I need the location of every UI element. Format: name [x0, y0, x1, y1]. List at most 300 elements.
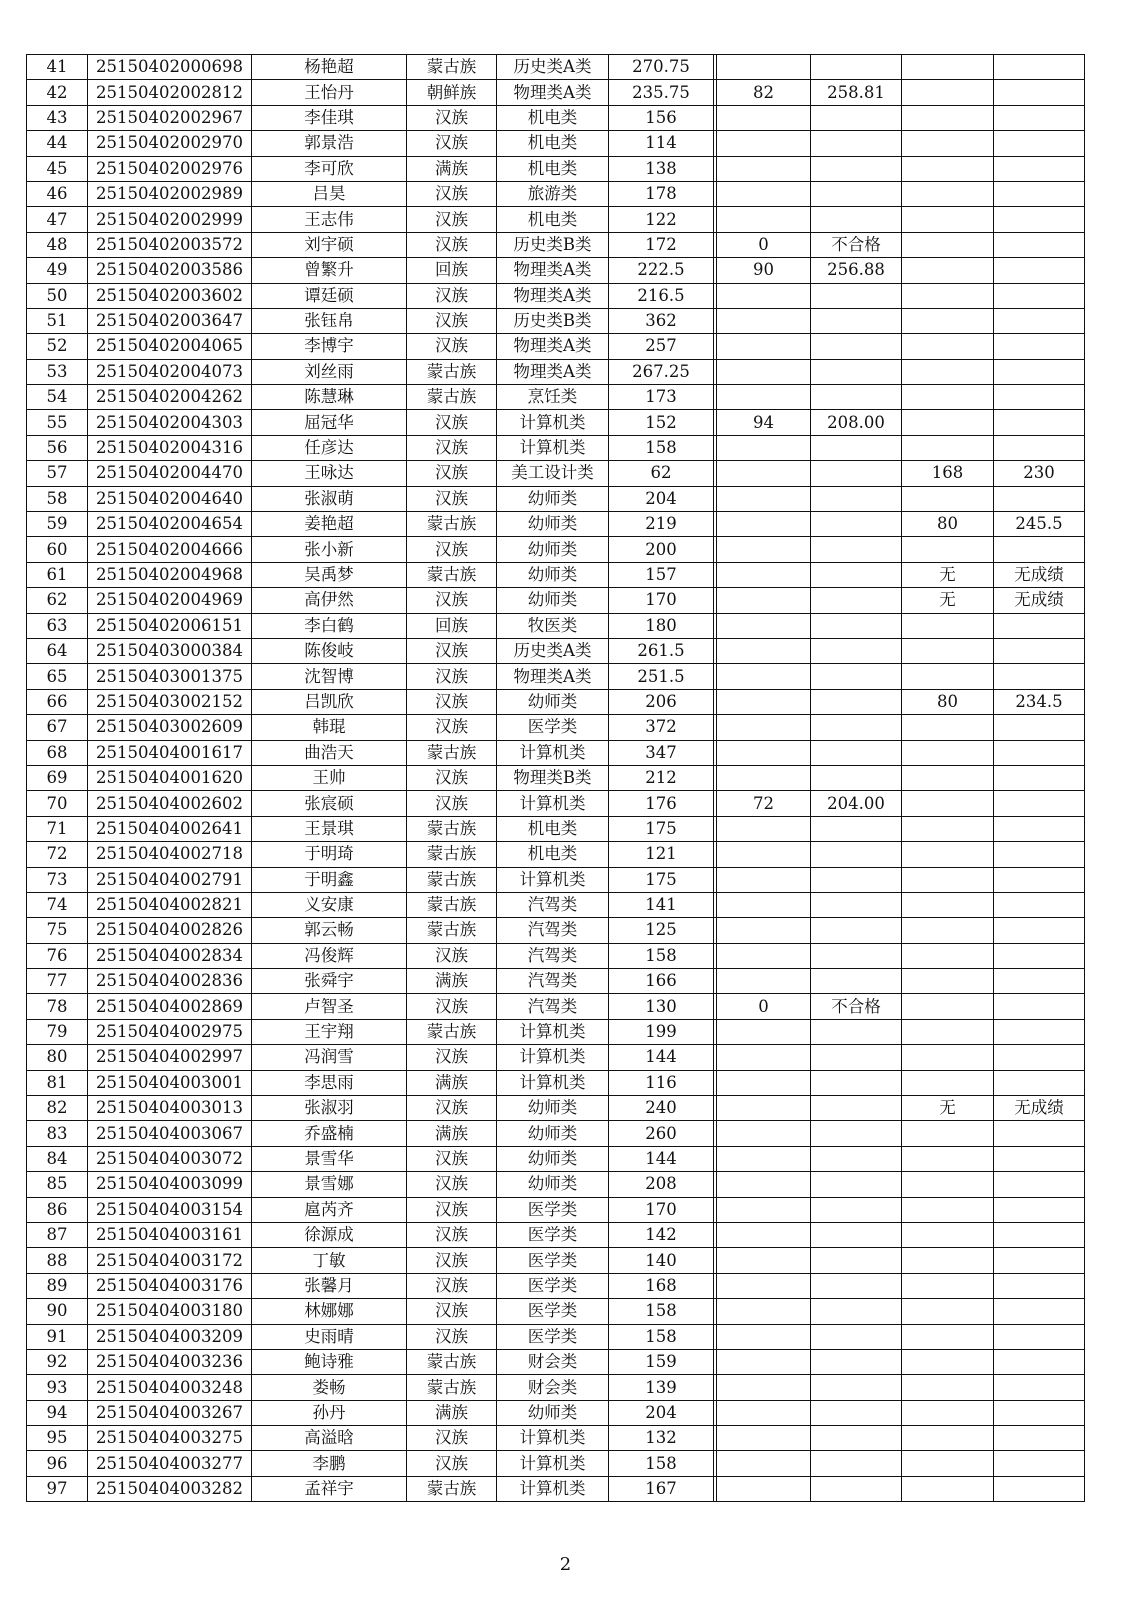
combined-score-cell: [994, 1451, 1085, 1476]
skill-score-cell: [717, 512, 811, 537]
student-name-cell: 郭云畅: [252, 918, 407, 943]
ethnicity-cell: 蒙古族: [407, 512, 497, 537]
row-index-cell: 83: [27, 1121, 88, 1146]
row-index-cell: 91: [27, 1324, 88, 1349]
ethnicity-cell: 汉族: [407, 105, 497, 130]
culture-score-cell: 144: [609, 1045, 714, 1070]
ethnicity-cell: 蒙古族: [407, 1019, 497, 1044]
ethnicity-cell: 汉族: [407, 1222, 497, 1247]
extra-score-cell: [902, 791, 994, 816]
row-index-cell: 84: [27, 1146, 88, 1171]
exam-category-cell: 幼师类: [497, 512, 609, 537]
ethnicity-cell: 蒙古族: [407, 1349, 497, 1374]
exam-category-cell: 物理类A类: [497, 334, 609, 359]
total-score-cell: [811, 512, 902, 537]
culture-score-cell: 219: [609, 512, 714, 537]
combined-score-cell: [994, 994, 1085, 1019]
student-name-cell: 于明鑫: [252, 867, 407, 892]
total-score-cell: [811, 1375, 902, 1400]
student-name-cell: 卢智圣: [252, 994, 407, 1019]
extra-score-cell: [902, 308, 994, 333]
culture-score-cell: 270.75: [609, 55, 714, 80]
exam-category-cell: 物理类A类: [497, 80, 609, 105]
exam-category-cell: 机电类: [497, 207, 609, 232]
ethnicity-cell: 汉族: [407, 181, 497, 206]
row-index-cell: 85: [27, 1172, 88, 1197]
total-score-cell: [811, 740, 902, 765]
combined-score-cell: [994, 1197, 1085, 1222]
total-score-cell: 不合格: [811, 994, 902, 1019]
skill-score-cell: [717, 816, 811, 841]
culture-score-cell: 176: [609, 791, 714, 816]
skill-score-cell: [717, 55, 811, 80]
exam-category-cell: 物理类B类: [497, 765, 609, 790]
total-score-cell: [811, 156, 902, 181]
total-score-cell: [811, 105, 902, 130]
culture-score-cell: 138: [609, 156, 714, 181]
student-name-cell: 王宇翔: [252, 1019, 407, 1044]
total-score-cell: [811, 385, 902, 410]
skill-score-cell: [717, 842, 811, 867]
ethnicity-cell: 满族: [407, 969, 497, 994]
exam-number-cell: 25150404003176: [88, 1273, 252, 1298]
extra-score-cell: [902, 765, 994, 790]
ethnicity-cell: 蒙古族: [407, 562, 497, 587]
table-row: [27, 486, 1085, 511]
extra-score-cell: [902, 131, 994, 156]
extra-score-cell: [902, 537, 994, 562]
table-row: [27, 715, 1085, 740]
exam-number-cell: 25150404003209: [88, 1324, 252, 1349]
ethnicity-cell: 蒙古族: [407, 55, 497, 80]
exam-number-cell: 25150402004968: [88, 562, 252, 587]
exam-category-cell: 计算机类: [497, 1045, 609, 1070]
total-score-cell: [811, 1172, 902, 1197]
skill-score-cell: [717, 385, 811, 410]
exam-number-cell: 25150402004470: [88, 461, 252, 486]
culture-score-cell: 156: [609, 105, 714, 130]
total-score-cell: [811, 1400, 902, 1425]
exam-number-cell: 25150404001617: [88, 740, 252, 765]
ethnicity-cell: 满族: [407, 1400, 497, 1425]
exam-number-cell: 25150404002826: [88, 918, 252, 943]
skill-score-cell: 0: [717, 994, 811, 1019]
row-index-cell: 69: [27, 765, 88, 790]
skill-score-cell: [717, 461, 811, 486]
table-row: [27, 1172, 1085, 1197]
student-name-cell: 曲浩天: [252, 740, 407, 765]
skill-score-cell: [717, 918, 811, 943]
skill-score-cell: [717, 1019, 811, 1044]
extra-score-cell: [902, 1476, 994, 1501]
skill-score-cell: [717, 562, 811, 587]
combined-score-cell: [994, 1172, 1085, 1197]
student-name-cell: 郭景浩: [252, 131, 407, 156]
skill-score-cell: [717, 740, 811, 765]
student-name-cell: 冯俊辉: [252, 943, 407, 968]
ethnicity-cell: 汉族: [407, 1324, 497, 1349]
combined-score-cell: [994, 435, 1085, 460]
student-name-cell: 丁敏: [252, 1248, 407, 1273]
extra-score-cell: 80: [902, 512, 994, 537]
ethnicity-cell: 汉族: [407, 283, 497, 308]
ethnicity-cell: 汉族: [407, 943, 497, 968]
combined-score-cell: [994, 1375, 1085, 1400]
skill-score-cell: [717, 892, 811, 917]
skill-score-cell: [717, 334, 811, 359]
student-name-cell: 李鹏: [252, 1451, 407, 1476]
combined-score-cell: [994, 359, 1085, 384]
extra-score-cell: [902, 1375, 994, 1400]
exam-number-cell: 25150402003602: [88, 283, 252, 308]
ethnicity-cell: 汉族: [407, 308, 497, 333]
student-name-cell: 沈智博: [252, 664, 407, 689]
row-index-cell: 62: [27, 588, 88, 613]
ethnicity-cell: 朝鲜族: [407, 80, 497, 105]
table-row: [27, 969, 1085, 994]
combined-score-cell: [994, 867, 1085, 892]
combined-score-cell: [994, 842, 1085, 867]
table-row: [27, 359, 1085, 384]
extra-score-cell: [902, 969, 994, 994]
table-row: [27, 1146, 1085, 1171]
table-row: [27, 283, 1085, 308]
student-name-cell: 张淑羽: [252, 1096, 407, 1121]
exam-category-cell: 计算机类: [497, 867, 609, 892]
exam-number-cell: 25150402003572: [88, 232, 252, 257]
total-score-cell: [811, 1197, 902, 1222]
culture-score-cell: 141: [609, 892, 714, 917]
skill-score-cell: [717, 588, 811, 613]
student-name-cell: 李白鹤: [252, 613, 407, 638]
extra-score-cell: [902, 1349, 994, 1374]
table-row: [27, 1121, 1085, 1146]
skill-score-cell: [717, 1096, 811, 1121]
exam-category-cell: 物理类A类: [497, 258, 609, 283]
row-index-cell: 82: [27, 1096, 88, 1121]
row-index-cell: 50: [27, 283, 88, 308]
total-score-cell: [811, 131, 902, 156]
total-score-cell: [811, 689, 902, 714]
skill-score-cell: [717, 1451, 811, 1476]
combined-score-cell: [994, 1273, 1085, 1298]
culture-score-cell: 140: [609, 1248, 714, 1273]
exam-number-cell: 25150404002791: [88, 867, 252, 892]
combined-score-cell: [994, 943, 1085, 968]
ethnicity-cell: 汉族: [407, 715, 497, 740]
exam-number-cell: 25150402004065: [88, 334, 252, 359]
extra-score-cell: [902, 486, 994, 511]
student-name-cell: 娄畅: [252, 1375, 407, 1400]
total-score-cell: [811, 969, 902, 994]
skill-score-cell: [717, 1426, 811, 1451]
table-row: [27, 1197, 1085, 1222]
total-score-cell: [811, 334, 902, 359]
combined-score-cell: [994, 410, 1085, 435]
exam-category-cell: 幼师类: [497, 486, 609, 511]
combined-score-cell: 无成绩: [994, 562, 1085, 587]
exam-category-cell: 医学类: [497, 1273, 609, 1298]
exam-number-cell: 25150404003161: [88, 1222, 252, 1247]
exam-category-cell: 计算机类: [497, 740, 609, 765]
exam-number-cell: 25150402003647: [88, 308, 252, 333]
combined-score-cell: [994, 918, 1085, 943]
ethnicity-cell: 蒙古族: [407, 1476, 497, 1501]
row-index-cell: 43: [27, 105, 88, 130]
exam-category-cell: 物理类A类: [497, 359, 609, 384]
exam-number-cell: 25150404003180: [88, 1299, 252, 1324]
row-index-cell: 77: [27, 969, 88, 994]
row-index-cell: 92: [27, 1349, 88, 1374]
student-name-cell: 吕凯欣: [252, 689, 407, 714]
skill-score-cell: [717, 765, 811, 790]
extra-score-cell: [902, 334, 994, 359]
row-index-cell: 59: [27, 512, 88, 537]
skill-score-cell: [717, 1349, 811, 1374]
ethnicity-cell: 蒙古族: [407, 842, 497, 867]
combined-score-cell: [994, 715, 1085, 740]
ethnicity-cell: 汉族: [407, 1248, 497, 1273]
extra-score-cell: [902, 1400, 994, 1425]
culture-score-cell: 261.5: [609, 638, 714, 663]
exam-number-cell: 25150404002641: [88, 816, 252, 841]
ethnicity-cell: 汉族: [407, 791, 497, 816]
ethnicity-cell: 蒙古族: [407, 359, 497, 384]
exam-category-cell: 计算机类: [497, 410, 609, 435]
row-index-cell: 49: [27, 258, 88, 283]
ethnicity-cell: 汉族: [407, 664, 497, 689]
extra-score-cell: [902, 842, 994, 867]
total-score-cell: [811, 308, 902, 333]
exam-number-cell: 25150404003248: [88, 1375, 252, 1400]
student-name-cell: 张宸硕: [252, 791, 407, 816]
ethnicity-cell: 汉族: [407, 232, 497, 257]
culture-score-cell: 168: [609, 1273, 714, 1298]
row-index-cell: 96: [27, 1451, 88, 1476]
skill-score-cell: [717, 1400, 811, 1425]
total-score-cell: [811, 181, 902, 206]
exam-category-cell: 医学类: [497, 1248, 609, 1273]
culture-score-cell: 260: [609, 1121, 714, 1146]
culture-score-cell: 125: [609, 918, 714, 943]
combined-score-cell: [994, 308, 1085, 333]
exam-number-cell: 25150402004640: [88, 486, 252, 511]
total-score-cell: [811, 562, 902, 587]
exam-category-cell: 幼师类: [497, 1096, 609, 1121]
culture-score-cell: 206: [609, 689, 714, 714]
exam-number-cell: 25150404002821: [88, 892, 252, 917]
row-index-cell: 90: [27, 1299, 88, 1324]
row-index-cell: 70: [27, 791, 88, 816]
total-score-cell: [811, 892, 902, 917]
student-name-cell: 王怡丹: [252, 80, 407, 105]
skill-score-cell: [717, 207, 811, 232]
combined-score-cell: [994, 283, 1085, 308]
total-score-cell: 204.00: [811, 791, 902, 816]
table-row: [27, 994, 1085, 1019]
table-body: [27, 55, 1085, 1502]
table-row: [27, 181, 1085, 206]
student-name-cell: 陈慧琳: [252, 385, 407, 410]
total-score-cell: [811, 283, 902, 308]
student-name-cell: 扈芮齐: [252, 1197, 407, 1222]
exam-category-cell: 幼师类: [497, 588, 609, 613]
skill-score-cell: [717, 181, 811, 206]
skill-score-cell: [717, 613, 811, 638]
exam-category-cell: 历史类B类: [497, 232, 609, 257]
exam-number-cell: 25150403002152: [88, 689, 252, 714]
ethnicity-cell: 蒙古族: [407, 740, 497, 765]
exam-number-cell: 25150404003072: [88, 1146, 252, 1171]
total-score-cell: [811, 1146, 902, 1171]
combined-score-cell: 234.5: [994, 689, 1085, 714]
culture-score-cell: 204: [609, 1400, 714, 1425]
exam-number-cell: 25150402004073: [88, 359, 252, 384]
skill-score-cell: [717, 283, 811, 308]
student-name-cell: 王志伟: [252, 207, 407, 232]
table-row: [27, 308, 1085, 333]
extra-score-cell: [902, 1197, 994, 1222]
table-row: [27, 1451, 1085, 1476]
row-index-cell: 89: [27, 1273, 88, 1298]
extra-score-cell: 无: [902, 1096, 994, 1121]
combined-score-cell: [994, 638, 1085, 663]
ethnicity-cell: 蒙古族: [407, 1375, 497, 1400]
exam-number-cell: 25150404002997: [88, 1045, 252, 1070]
exam-number-cell: 25150404002602: [88, 791, 252, 816]
total-score-cell: [811, 664, 902, 689]
ethnicity-cell: 汉族: [407, 1045, 497, 1070]
ethnicity-cell: 汉族: [407, 765, 497, 790]
table-row: [27, 207, 1085, 232]
exam-category-cell: 医学类: [497, 1197, 609, 1222]
row-index-cell: 71: [27, 816, 88, 841]
exam-category-cell: 幼师类: [497, 537, 609, 562]
ethnicity-cell: 满族: [407, 1070, 497, 1095]
extra-score-cell: [902, 1324, 994, 1349]
skill-score-cell: [717, 1172, 811, 1197]
table-row: [27, 80, 1085, 105]
row-index-cell: 52: [27, 334, 88, 359]
exam-number-cell: 25150404001620: [88, 765, 252, 790]
skill-score-cell: [717, 689, 811, 714]
total-score-cell: [811, 359, 902, 384]
culture-score-cell: 170: [609, 1197, 714, 1222]
skill-score-cell: [717, 1248, 811, 1273]
culture-score-cell: 167: [609, 1476, 714, 1501]
extra-score-cell: [902, 156, 994, 181]
exam-category-cell: 医学类: [497, 715, 609, 740]
combined-score-cell: [994, 969, 1085, 994]
skill-score-cell: [717, 1121, 811, 1146]
culture-score-cell: 166: [609, 969, 714, 994]
student-name-cell: 刘宇硕: [252, 232, 407, 257]
extra-score-cell: [902, 1299, 994, 1324]
ethnicity-cell: 汉族: [407, 461, 497, 486]
culture-score-cell: 222.5: [609, 258, 714, 283]
total-score-cell: [811, 943, 902, 968]
combined-score-cell: [994, 816, 1085, 841]
combined-score-cell: [994, 740, 1085, 765]
skill-score-cell: [717, 867, 811, 892]
exam-category-cell: 历史类A类: [497, 638, 609, 663]
skill-score-cell: [717, 131, 811, 156]
combined-score-cell: [994, 207, 1085, 232]
extra-score-cell: [902, 385, 994, 410]
exam-category-cell: 机电类: [497, 842, 609, 867]
ethnicity-cell: 汉族: [407, 1273, 497, 1298]
combined-score-cell: [994, 486, 1085, 511]
skill-score-cell: [717, 969, 811, 994]
student-name-cell: 李思雨: [252, 1070, 407, 1095]
exam-number-cell: 25150402002970: [88, 131, 252, 156]
ethnicity-cell: 汉族: [407, 588, 497, 613]
total-score-cell: [811, 1324, 902, 1349]
total-score-cell: [811, 1273, 902, 1298]
extra-score-cell: [902, 435, 994, 460]
culture-score-cell: 170: [609, 588, 714, 613]
exam-category-cell: 历史类A类: [497, 55, 609, 80]
extra-score-cell: [902, 613, 994, 638]
total-score-cell: [811, 1045, 902, 1070]
skill-score-cell: [717, 664, 811, 689]
exam-category-cell: 汽驾类: [497, 892, 609, 917]
row-index-cell: 76: [27, 943, 88, 968]
table-row: [27, 1019, 1085, 1044]
culture-score-cell: 172: [609, 232, 714, 257]
exam-number-cell: 25150402003586: [88, 258, 252, 283]
extra-score-cell: [902, 1070, 994, 1095]
extra-score-cell: [902, 1248, 994, 1273]
exam-number-cell: 25150404003013: [88, 1096, 252, 1121]
extra-score-cell: [902, 359, 994, 384]
exam-category-cell: 财会类: [497, 1349, 609, 1374]
skill-score-cell: [717, 1299, 811, 1324]
skill-score-cell: [717, 1375, 811, 1400]
exam-category-cell: 医学类: [497, 1222, 609, 1247]
culture-score-cell: 204: [609, 486, 714, 511]
total-score-cell: [811, 1096, 902, 1121]
culture-score-cell: 142: [609, 1222, 714, 1247]
exam-number-cell: 25150404003267: [88, 1400, 252, 1425]
ethnicity-cell: 回族: [407, 258, 497, 283]
total-score-cell: [811, 638, 902, 663]
culture-score-cell: 158: [609, 1451, 714, 1476]
student-name-cell: 曾繁升: [252, 258, 407, 283]
extra-score-cell: [902, 1222, 994, 1247]
row-index-cell: 53: [27, 359, 88, 384]
student-name-cell: 任彦达: [252, 435, 407, 460]
culture-score-cell: 175: [609, 816, 714, 841]
row-index-cell: 86: [27, 1197, 88, 1222]
extra-score-cell: [902, 1045, 994, 1070]
exam-number-cell: 25150404002834: [88, 943, 252, 968]
total-score-cell: [811, 1426, 902, 1451]
combined-score-cell: [994, 1400, 1085, 1425]
table-row: [27, 765, 1085, 790]
row-index-cell: 54: [27, 385, 88, 410]
exam-number-cell: 25150402002812: [88, 80, 252, 105]
table-row: [27, 1375, 1085, 1400]
table-row: [27, 1476, 1085, 1501]
table-row: [27, 105, 1085, 130]
student-name-cell: 张淑萌: [252, 486, 407, 511]
skill-score-cell: [717, 638, 811, 663]
exam-number-cell: 25150402004316: [88, 435, 252, 460]
table-row: [27, 232, 1085, 257]
total-score-cell: [811, 537, 902, 562]
extra-score-cell: [902, 638, 994, 663]
